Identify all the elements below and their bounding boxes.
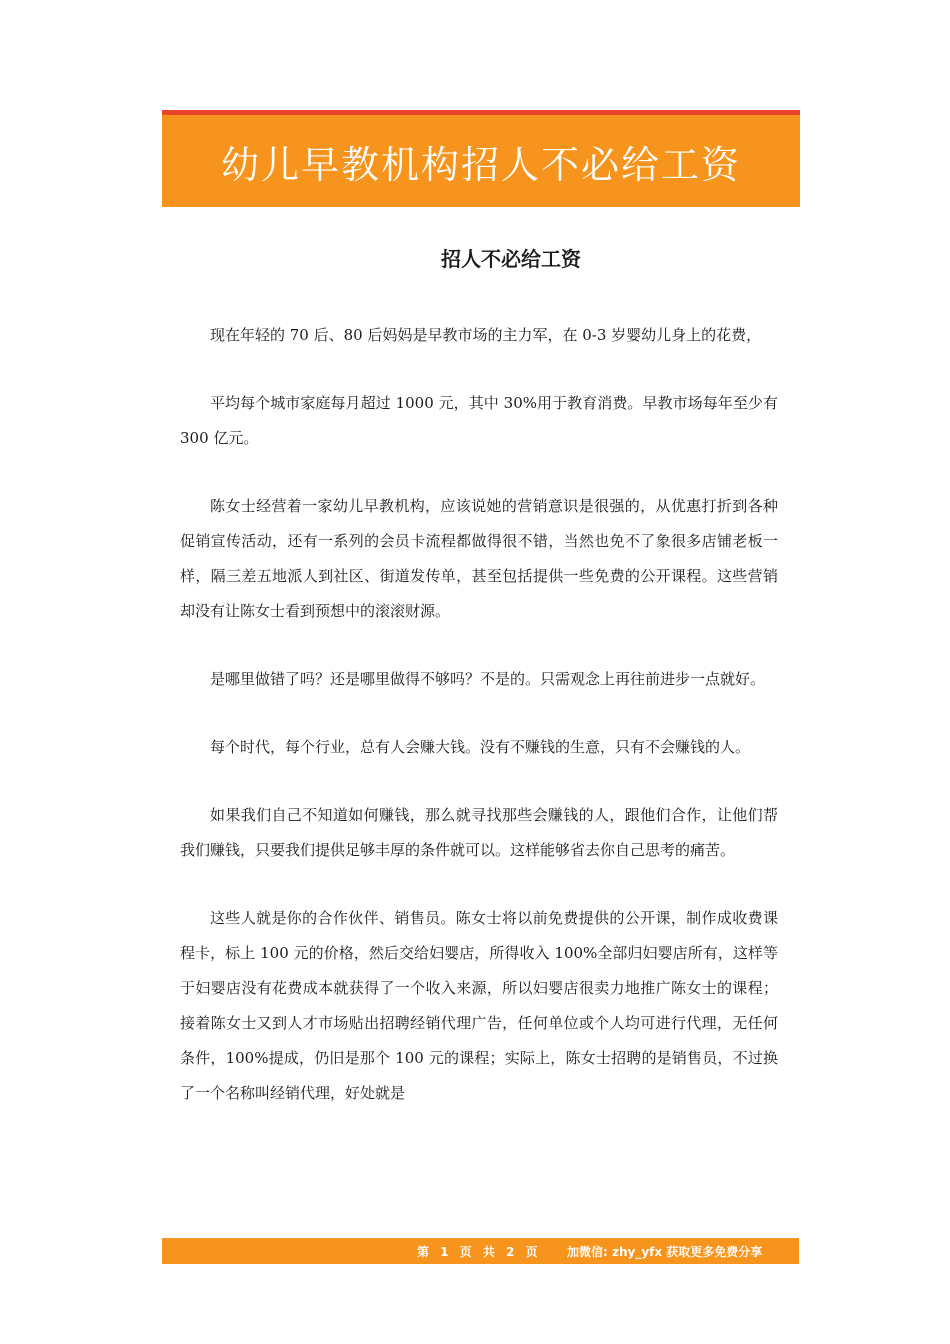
paragraph: 如果我们自己不知道如何赚钱，那么就寻找那些会赚钱的人，跟他们合作，让他们帮我们赚钱，只要我们提供足够丰厚的条件就可以。这样能够省去你自己思考的痛苦。 [180, 806, 778, 859]
page-indicator: 第 1 页 共 2 页 [417, 1245, 540, 1259]
paragraph: 现在年轻的 70 后、80 后妈妈是早教市场的主力军，在 0-3 岁婴幼儿身上的花费， [210, 326, 762, 344]
footer-promo-text: 加微信: zhy_yfx 获取更多免费分享 [567, 1245, 763, 1259]
paragraph: 每个时代，每个行业，总有人会赚大钱。没有不赚钱的生意，只有不会赚钱的人。 [210, 738, 751, 756]
document-title: 招人不必给工资 [441, 247, 581, 271]
paragraph: 平均每个城市家庭每月超过 1000 元，其中 30%用于教育消费。早教市场每年至少有 300 亿元。 [180, 394, 778, 447]
paragraph: 这些人就是你的合作伙伴、销售员。陈女士将以前免费提供的公开课，制作成收费课程卡，标上 100 元的价格，然后交给妇婴店，所得收入 100%全部归妇婴店所有，这样等于妇婴店没有花费成本就获得了一个收入来源，所以妇婴店很卖力地推广陈女士的课程；接着陈女士又到人才市场贴出招聘经销代理广告，任何单位或个人均可进行代理，无任何条件，100%提成，仍旧是那个 100 元的课程；实际上，陈女士招聘的是销售员，不过换了一个名称叫经销代理，好处就是 [180, 909, 778, 1102]
document-body [180, 318, 778, 1111]
banner-title: 幼儿早教机构招人不必给工资 [220, 142, 741, 187]
paragraph: 是哪里做错了吗？还是哪里做得不够吗？不是的。只需观念上再往前进步一点就好。 [210, 670, 766, 688]
paragraph: 陈女士经营着一家幼儿早教机构，应该说她的营销意识是很强的，从优惠打折到各种促销宣传活动，还有一系列的会员卡流程都做得很不错，当然也免不了象很多店铺老板一样，隔三差五地派人到社区、街道发传单，甚至包括提供一些免费的公开课程。这些营销却没有让陈女士看到预想中的滚滚财源。 [180, 497, 778, 620]
header-banner [162, 110, 800, 207]
footer-bar [162, 1238, 799, 1264]
